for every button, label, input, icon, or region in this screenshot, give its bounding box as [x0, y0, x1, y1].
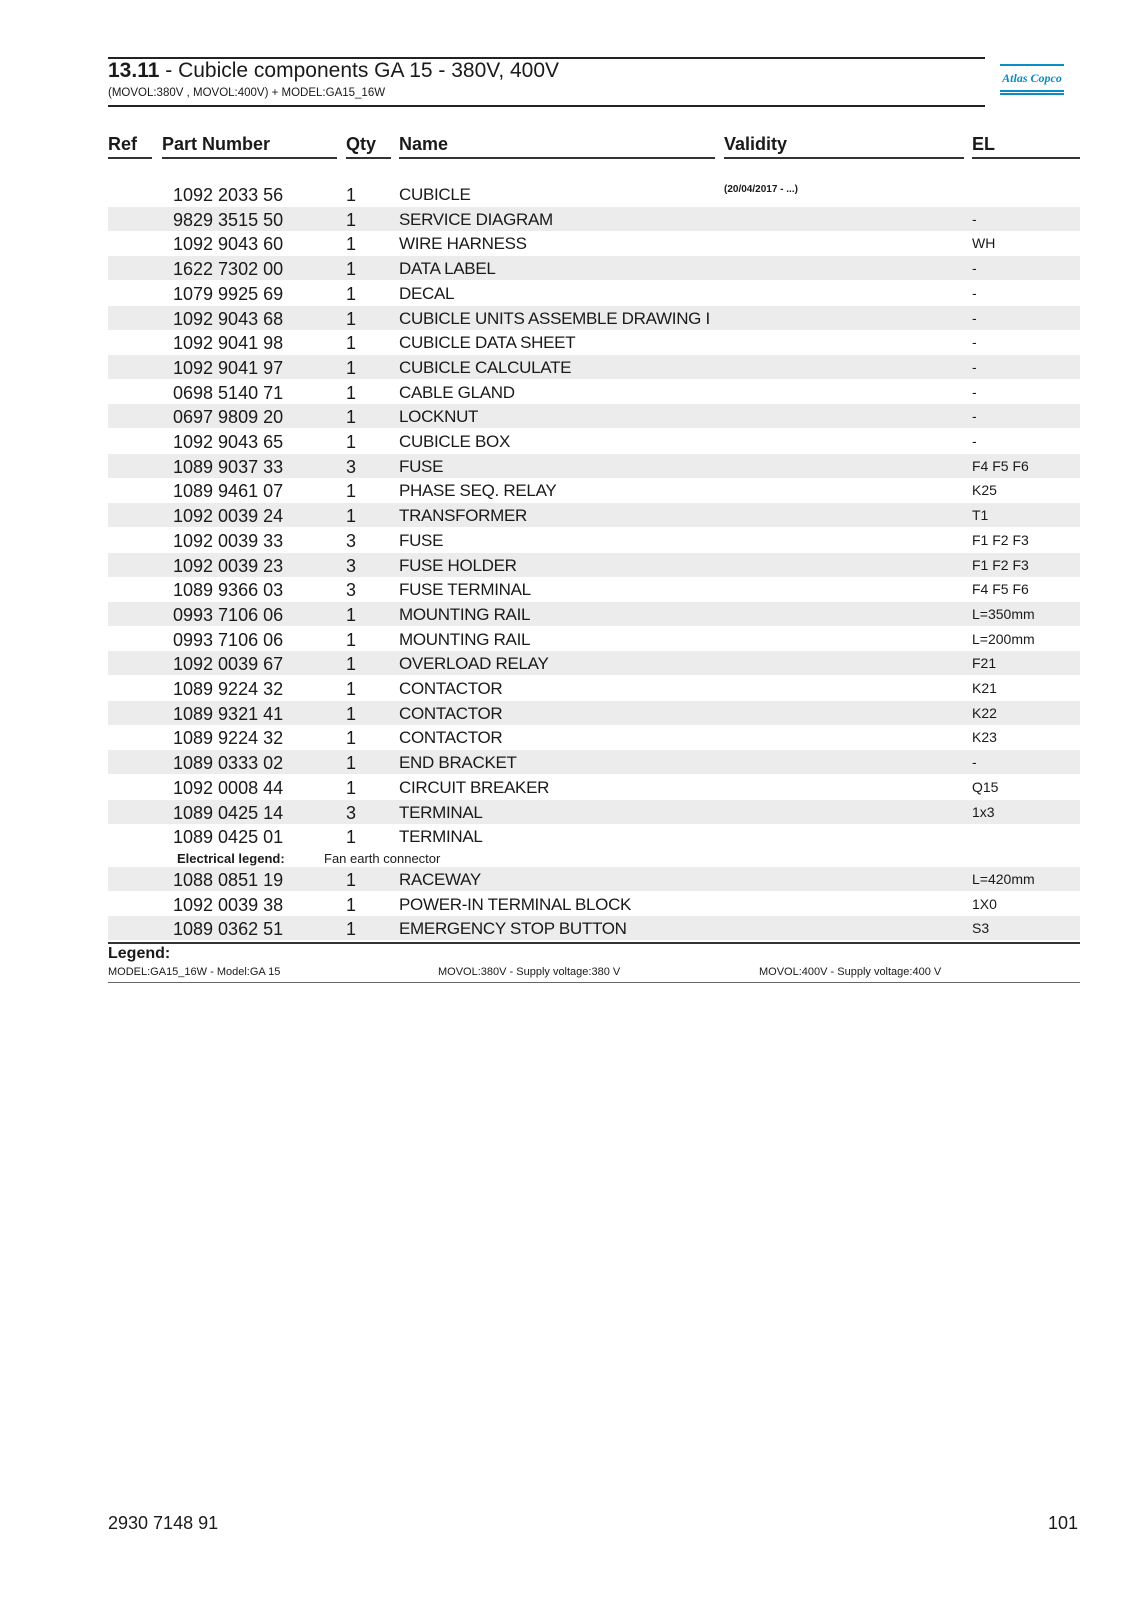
el-cell: 1X0 — [972, 895, 997, 912]
header-rule-name — [399, 157, 715, 159]
table-bottom-rule — [108, 942, 1080, 944]
qty-cell: 1 — [346, 209, 357, 230]
el-cell: F21 — [972, 655, 997, 672]
page-subtitle: (MOVOL:380V , MOVOL:400V) + MODEL:GA15_16W — [108, 87, 386, 99]
table-row — [108, 355, 1080, 379]
col-header-ref: Ref — [108, 134, 138, 154]
name-cell: CONTACTOR — [399, 679, 503, 698]
el-cell: - — [972, 408, 977, 425]
table-row — [108, 182, 1080, 206]
qty-cell: 1 — [346, 728, 357, 749]
name-cell: MOUNTING RAIL — [399, 604, 531, 624]
name-cell: CONTACTOR — [399, 728, 503, 748]
validity-note: (20/04/2017 - ...) — [724, 184, 798, 195]
table-row — [108, 602, 1080, 626]
el-cell: K22 — [972, 704, 997, 721]
el-cell: F4 F5 F6 — [972, 457, 1029, 474]
name-cell: DATA LABEL — [399, 259, 496, 279]
el-cell: S3 — [972, 920, 990, 937]
table-row — [108, 429, 1080, 453]
legend-item-movol-400: MOVOL:400V - Supply voltage:400 V — [759, 966, 942, 978]
table-row — [108, 577, 1080, 601]
header-rule-qty — [346, 157, 391, 159]
page-header — [108, 57, 985, 107]
qty-cell: 1 — [346, 506, 357, 527]
el-cell: Q15 — [972, 778, 999, 795]
table-row — [108, 867, 1080, 891]
name-cell: TERMINAL — [399, 827, 483, 847]
qty-cell: 1 — [346, 185, 357, 205]
legend-item-model: MODEL:GA15_16W - Model:GA 15 — [108, 966, 281, 978]
part-number-cell: 1079 9925 69 — [173, 283, 284, 304]
table-row — [108, 380, 1080, 404]
header-rule-validity — [724, 157, 964, 159]
logo-bar-bottom — [1000, 90, 1064, 92]
table-row — [108, 553, 1080, 577]
col-header-qty: Qty — [346, 134, 377, 154]
part-number-cell: 1089 9461 07 — [173, 481, 284, 502]
table-row — [108, 207, 1080, 231]
qty-cell: 1 — [346, 777, 357, 798]
name-cell: FUSE HOLDER — [399, 555, 517, 575]
name-cell: END BRACKET — [399, 753, 517, 773]
name-cell: DECAL — [399, 283, 455, 303]
qty-cell: 3 — [346, 555, 357, 576]
part-number-cell: 0698 5140 71 — [173, 382, 284, 403]
name-cell: CUBICLE — [399, 185, 471, 204]
name-cell: CUBICLE CALCULATE — [399, 357, 572, 377]
name-cell: FUSE — [399, 530, 444, 550]
qty-cell: 3 — [346, 530, 357, 551]
logo-bar-top — [1000, 64, 1064, 66]
name-cell: WIRE HARNESS — [399, 234, 527, 254]
qty-cell: 3 — [346, 456, 357, 477]
el-cell: F4 F5 F6 — [972, 581, 1029, 598]
el-cell: K21 — [972, 680, 997, 696]
part-number-cell: 1092 9043 65 — [173, 432, 284, 452]
table-row — [108, 775, 1080, 799]
page-title — [108, 59, 559, 83]
table-row — [108, 725, 1080, 749]
el-cell: - — [972, 210, 977, 227]
part-number-cell: 0993 7106 06 — [173, 604, 284, 625]
table-row — [108, 892, 1080, 916]
table-row — [108, 824, 1080, 848]
el-cell: F1 F2 F3 — [972, 531, 1029, 548]
name-cell: EMERGENCY STOP BUTTON — [399, 919, 627, 939]
qty-cell: 1 — [346, 870, 357, 890]
qty-cell: 1 — [346, 357, 357, 378]
table-row — [108, 478, 1080, 502]
el-cell: - — [972, 754, 977, 771]
electrical-legend-text: Fan earth connector — [324, 851, 441, 866]
part-number-cell: 1092 0039 23 — [173, 555, 284, 576]
part-number-cell: 0993 7106 06 — [173, 629, 284, 650]
part-number-cell: 1622 7302 00 — [173, 259, 284, 280]
qty-cell: 1 — [346, 481, 357, 502]
el-cell: - — [972, 309, 977, 326]
qty-cell: 3 — [346, 580, 357, 601]
el-cell: L=420mm — [972, 871, 1035, 887]
part-number-cell: 1092 9041 97 — [173, 357, 284, 378]
col-header-el: EL — [972, 134, 996, 154]
name-cell: POWER-IN TERMINAL BLOCK — [399, 894, 632, 914]
part-number-cell: 1089 9224 32 — [173, 728, 284, 749]
name-cell: CONTACTOR — [399, 703, 503, 723]
section-number: 13.11 — [108, 59, 160, 82]
part-number-cell: 1092 9041 98 — [173, 333, 284, 354]
qty-cell: 1 — [346, 827, 357, 848]
qty-cell: 1 — [346, 753, 357, 774]
table-row — [108, 528, 1080, 552]
table-row — [108, 750, 1080, 774]
header-rule-el — [972, 157, 1080, 159]
name-cell: FUSE — [399, 456, 444, 476]
table-row — [108, 231, 1080, 255]
name-cell: CIRCUIT BREAKER — [399, 777, 550, 797]
el-cell: - — [972, 358, 977, 375]
table-row — [108, 676, 1080, 700]
part-number-cell: 1092 0039 67 — [173, 654, 284, 675]
qty-cell: 1 — [346, 283, 357, 304]
table-row — [108, 281, 1080, 305]
legend-title: Legend: — [108, 945, 171, 962]
name-cell: PHASE SEQ. RELAY — [399, 481, 557, 501]
name-cell: CUBICLE DATA SHEET — [399, 333, 576, 353]
name-cell: LOCKNUT — [399, 407, 479, 427]
part-number-cell: 1092 0039 38 — [173, 894, 284, 915]
col-header-name: Name — [399, 134, 449, 154]
part-number-cell: 1092 9043 60 — [173, 234, 284, 255]
name-cell: TERMINAL — [399, 802, 483, 822]
legend-item-movol-380: MOVOL:380V - Supply voltage:380 V — [438, 966, 621, 978]
part-number-cell: 9829 3515 50 — [173, 209, 284, 230]
name-cell: SERVICE DIAGRAM — [399, 209, 553, 229]
atlas-copco-logo — [1000, 64, 1064, 95]
qty-cell: 1 — [346, 919, 357, 940]
part-number-cell: 1089 9366 03 — [173, 580, 284, 601]
col-header-validity: Validity — [724, 134, 788, 154]
el-cell: - — [972, 334, 977, 351]
el-cell: K25 — [972, 482, 997, 499]
section-title: - Cubicle components GA 15 - 380V, 400V — [159, 59, 560, 82]
el-cell: F1 F2 F3 — [972, 556, 1029, 573]
qty-cell: 1 — [346, 234, 357, 255]
logo-text: Atlas Copco — [1002, 71, 1062, 85]
name-cell: CUBICLE UNITS ASSEMBLE DRAWING I — [399, 308, 710, 328]
electrical-legend-label: Electrical legend: — [177, 851, 285, 866]
table-row — [108, 330, 1080, 354]
part-number-cell: 1089 0425 01 — [173, 827, 284, 848]
part-number-cell: 1089 0425 14 — [173, 802, 284, 823]
qty-cell: 1 — [346, 604, 357, 625]
table-row — [108, 651, 1080, 675]
qty-cell: 1 — [346, 308, 357, 329]
part-number-cell: 1092 0008 44 — [173, 777, 284, 798]
part-number-cell: 1092 9043 68 — [173, 308, 284, 329]
part-number-cell: 0697 9809 20 — [173, 407, 284, 428]
el-cell: - — [972, 260, 977, 277]
header-rule-part-number — [162, 157, 337, 159]
el-cell: T1 — [972, 507, 989, 524]
qty-cell: 1 — [346, 654, 357, 675]
part-number-cell: 1089 0362 51 — [173, 919, 284, 940]
document-number: 2930 7148 91 — [108, 1513, 219, 1533]
page-number: 101 — [1048, 1513, 1079, 1533]
table-row — [108, 701, 1080, 725]
el-cell: 1x3 — [972, 803, 995, 820]
qty-cell: 1 — [346, 259, 357, 280]
name-cell: RACEWAY — [399, 870, 481, 889]
table-row — [108, 503, 1080, 527]
qty-cell: 1 — [346, 703, 357, 724]
el-cell: WH — [972, 235, 996, 252]
qty-cell: 1 — [346, 679, 357, 699]
qty-cell: 1 — [346, 894, 357, 915]
el-cell: - — [972, 383, 977, 400]
name-cell: CUBICLE BOX — [399, 432, 511, 451]
qty-cell: 1 — [346, 382, 357, 403]
logo-bar-bottom-2 — [1000, 93, 1064, 95]
part-number-cell: 1088 0851 19 — [173, 870, 284, 890]
table-row — [108, 800, 1080, 824]
el-cell: - — [972, 284, 977, 301]
el-cell: L=350mm — [972, 605, 1035, 622]
part-number-cell: 1092 0039 33 — [173, 530, 284, 551]
el-cell: K23 — [972, 729, 997, 746]
name-cell: FUSE TERMINAL — [399, 580, 531, 600]
part-number-cell: 1089 0333 02 — [173, 753, 284, 774]
table-row — [108, 306, 1080, 330]
qty-cell: 1 — [346, 432, 357, 452]
el-cell: L=200mm — [972, 630, 1035, 647]
qty-cell: 1 — [346, 407, 357, 428]
table-row — [108, 627, 1080, 651]
part-number-cell: 1089 9321 41 — [173, 703, 284, 724]
name-cell: MOUNTING RAIL — [399, 629, 531, 649]
part-number-cell: 1092 2033 56 — [173, 185, 284, 205]
part-number-cell: 1089 9224 32 — [173, 679, 284, 699]
qty-cell: 3 — [346, 802, 357, 823]
table-row — [108, 404, 1080, 428]
part-number-cell: 1089 9037 33 — [173, 456, 284, 477]
col-header-part-number: Part Number — [162, 134, 271, 154]
part-number-cell: 1092 0039 24 — [173, 506, 284, 527]
name-cell: OVERLOAD RELAY — [399, 654, 549, 674]
table-row — [108, 454, 1080, 478]
header-rule-ref — [108, 157, 152, 159]
el-cell: - — [972, 433, 977, 449]
name-cell: CABLE GLAND — [399, 382, 515, 402]
name-cell: TRANSFORMER — [399, 506, 527, 526]
table-row — [108, 256, 1080, 280]
table-row — [108, 916, 1080, 940]
qty-cell: 1 — [346, 629, 357, 650]
legend-bottom-rule — [108, 982, 1080, 983]
qty-cell: 1 — [346, 333, 357, 354]
